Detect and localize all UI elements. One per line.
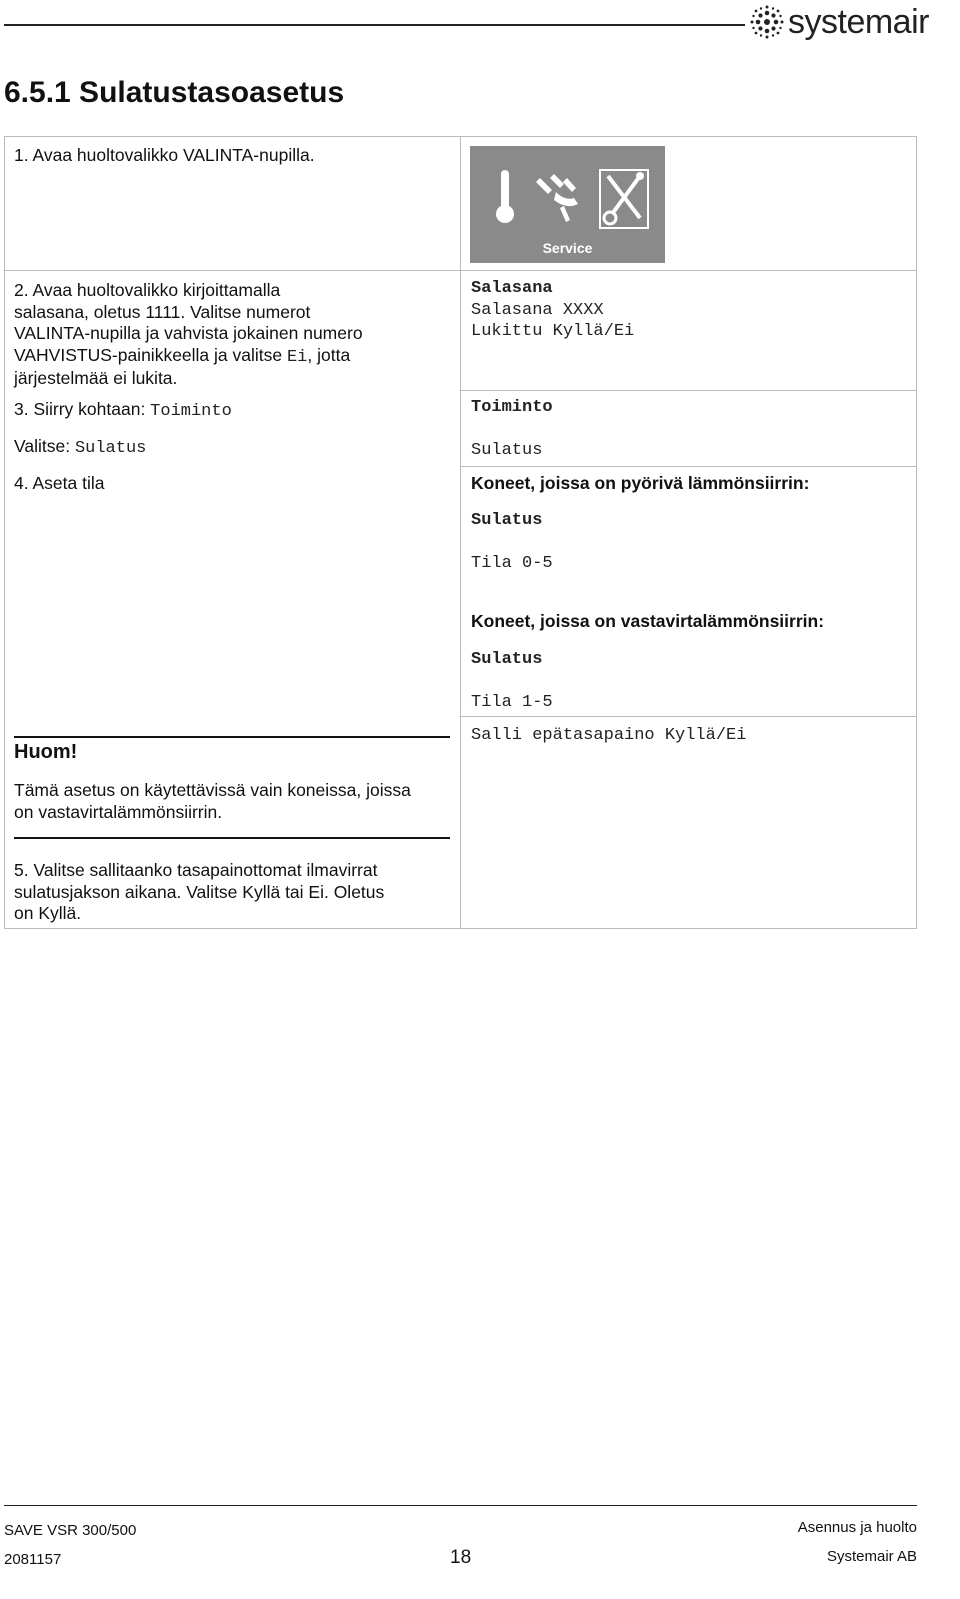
thermometer-icon bbox=[490, 168, 520, 226]
systemair-dots-icon bbox=[750, 5, 784, 39]
service-menu-graphic bbox=[470, 146, 665, 263]
step-2-code: Ei bbox=[286, 347, 308, 367]
row-divider-1 bbox=[4, 270, 917, 271]
rotary-heading: Koneet, joissa on pyörivä lämmönsiirrin: bbox=[471, 473, 810, 493]
row-divider-3 bbox=[460, 466, 917, 467]
counterflow-screen-title: Sulatus bbox=[471, 650, 543, 669]
footer-section: Asennus ja huolto bbox=[797, 1519, 917, 1536]
step-2-line-4-text: VAHVISTUS-painikkeella ja valitse bbox=[14, 344, 287, 365]
note-top-rule bbox=[14, 736, 450, 738]
windsock-icon bbox=[534, 168, 592, 226]
step-5-text bbox=[14, 860, 454, 925]
service-label: Service bbox=[542, 240, 593, 256]
brand-name: systemair bbox=[788, 3, 929, 41]
step-2-line-3: VALINTA-nupilla ja vahvista jokainen numero bbox=[14, 323, 363, 343]
function-screen-line-1: Sulatus bbox=[471, 441, 543, 460]
password-screen-line-2: Lukittu Kyllä/Ei bbox=[471, 322, 635, 341]
step-5-line-1: 5. Valitse sallitaanko tasapainottomat ilmavirrat bbox=[14, 860, 378, 880]
row-divider-2 bbox=[460, 390, 917, 391]
function-screen-title: Toiminto bbox=[471, 398, 553, 417]
note-body bbox=[14, 780, 454, 823]
rotary-screen-title: Sulatus bbox=[471, 511, 543, 530]
counterflow-heading: Koneet, joissa on vastavirtalämmönsiirrin: bbox=[471, 611, 825, 631]
step-4-text: 4. Aseta tila bbox=[14, 473, 105, 493]
step-2-line-1: 2. Avaa huoltovalikko kirjoittamalla bbox=[14, 280, 281, 300]
brand-logo bbox=[750, 2, 955, 42]
row-divider-4 bbox=[460, 716, 917, 717]
footer-rule bbox=[4, 1505, 917, 1506]
step-3b-code: Sulatus bbox=[74, 439, 147, 458]
step-2-line-5: järjestelmää ei lukita. bbox=[14, 368, 178, 388]
note-line-1: Tämä asetus on käytettävissä vain koneissa, joissa bbox=[14, 780, 411, 800]
imbalance-screen-line: Salli epätasapaino Kyllä/Ei bbox=[471, 726, 747, 745]
counterflow-screen-line-1: Tila 1-5 bbox=[471, 693, 553, 712]
step-3b-text bbox=[14, 436, 146, 460]
footer-company: Systemair AB bbox=[826, 1548, 917, 1565]
password-screen-line-1: Salasana XXXX bbox=[471, 301, 604, 320]
step-3-code: Toiminto bbox=[150, 402, 232, 421]
footer-model: SAVE VSR 300/500 bbox=[4, 1522, 137, 1539]
step-2-text bbox=[14, 280, 454, 390]
step-5-line-3: on Kyllä. bbox=[14, 903, 82, 923]
footer-doc-number: 2081157 bbox=[4, 1551, 62, 1568]
rotary-screen-line-1: Tila 0-5 bbox=[471, 554, 553, 573]
table-column-divider bbox=[460, 136, 461, 929]
section-title: 6.5.1 Sulatustasoasetus bbox=[4, 76, 345, 109]
note-line-2: on vastavirtalämmönsiirrin. bbox=[14, 801, 223, 822]
step-2-line-4 bbox=[14, 345, 454, 369]
step-2-line-2: salasana, oletus 1111. Valitse numerot bbox=[14, 301, 311, 322]
header-rule bbox=[4, 24, 745, 26]
step-3-prefix: 3. Siirry kohtaan: bbox=[14, 399, 151, 419]
step-3b-prefix: Valitse: bbox=[14, 436, 75, 456]
step-5-line-2: sulatusjakson aikana. Valitse Kyllä tai Ei. Oletus bbox=[14, 881, 385, 902]
step-3-text bbox=[14, 399, 232, 423]
tools-icon bbox=[598, 168, 650, 230]
note-bottom-rule bbox=[14, 837, 450, 839]
step-1-text: 1. Avaa huoltovalikko VALINTA-nupilla. bbox=[14, 145, 315, 165]
footer-page-number: 18 bbox=[450, 1547, 472, 1568]
step-2-line-4-tail: , jotta bbox=[307, 344, 351, 365]
password-screen-title: Salasana bbox=[471, 279, 553, 298]
note-title: Huom! bbox=[14, 741, 78, 763]
